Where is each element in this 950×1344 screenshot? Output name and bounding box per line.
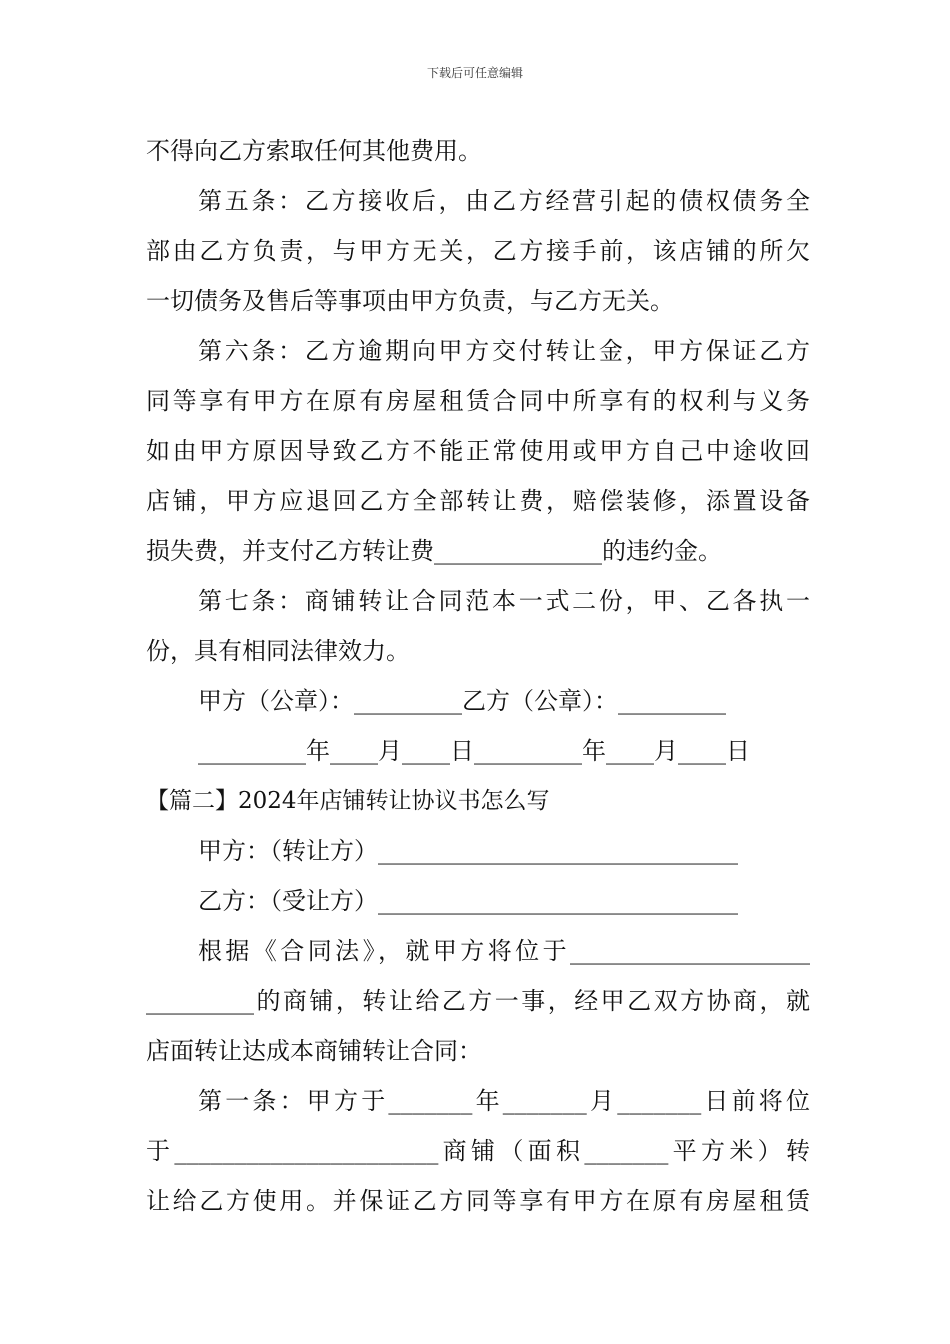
page-header: 下载后可任意编辑 xyxy=(426,66,523,80)
party-b-line: 乙方：（受让方）______________________________ xyxy=(198,887,738,915)
document-body xyxy=(146,126,810,1226)
text-line: 让给乙方使用。并保证乙方同等享有甲方在原有房屋租赁 xyxy=(146,1187,810,1215)
section-heading: 【篇二】2024年店铺转让协议书怎么写 xyxy=(146,788,550,814)
preamble-line: 根据《合同法》，就甲方将位于____________________ xyxy=(198,937,810,965)
text-line: 部由乙方负责，与甲方无关，乙方接手前，该店铺的所欠 xyxy=(146,237,810,265)
article-1-line: 第一条：甲方于_______年_______月_______日前将位 xyxy=(198,1087,810,1115)
text-line: 店铺，甲方应退回乙方全部转让费，赔偿装修，添置设备 xyxy=(146,487,810,515)
article-5-line: 第五条：乙方接收后，由乙方经营引起的债权债务全 xyxy=(198,187,810,215)
date-line: _________年____月____日_________年____月____日 xyxy=(198,737,750,765)
text-line: 一切债务及售后等事项由甲方负责，与乙方无关。 xyxy=(146,287,674,315)
text-line: 于______________________商铺（面积_______平方米）转 xyxy=(146,1137,810,1165)
text-line: 份，具有相同法律效力。 xyxy=(146,637,410,665)
text-line: 损失费，并支付乙方转让费______________的违约金。 xyxy=(146,537,722,565)
text-line: 不得向乙方索取任何其他费用。 xyxy=(146,137,482,165)
party-a-line: 甲方：（转让方）______________________________ xyxy=(198,837,738,865)
article-7-line: 第七条：商铺转让合同范本一式二份，甲、乙各执一 xyxy=(198,587,810,615)
text-line: 店面转让达成本商铺转让合同： xyxy=(146,1037,482,1065)
article-6-line: 第六条：乙方逾期向甲方交付转让金，甲方保证乙方 xyxy=(198,337,810,365)
signature-line: 甲方（公章）：_________乙方（公章）：_________ xyxy=(198,687,726,715)
text-line: 如由甲方原因导致乙方不能正常使用或甲方自己中途收回 xyxy=(146,437,810,465)
text-line: _________的商铺，转让给乙方一事，经甲乙双方协商，就 xyxy=(146,987,810,1015)
text-line: 同等享有甲方在原有房屋租赁合同中所享有的权利与义务 xyxy=(146,387,810,415)
